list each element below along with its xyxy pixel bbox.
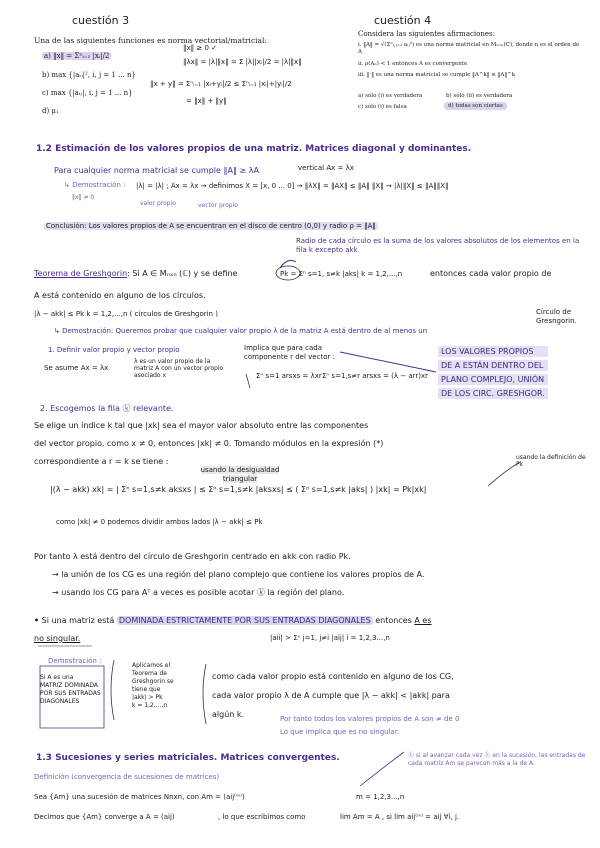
section-1-3-heading: 1.3 Sucesiones y series matriciales. Matrices convergentes.	[36, 753, 340, 763]
left-box-line-2: MATRIZ DOMINADA	[40, 682, 98, 689]
conclusion	[44, 222, 378, 230]
left-box-line-1: Si A es una	[40, 674, 74, 681]
converge-line-b: , lo que escribimos como	[218, 813, 306, 821]
q4-option-d	[444, 103, 507, 109]
gershgorin-text: : Si A ∈ Mₙₓₙ (ℂ) y se define	[127, 269, 238, 278]
radio-arrow	[280, 260, 296, 268]
summary-box-line-2: DE A ESTÁN DENTRO DEL	[438, 360, 548, 371]
q4-option-a: a) sólo (i) es verdadera	[358, 93, 423, 99]
summary-box-line-1: LOS VALORES PROPIOS	[438, 346, 548, 357]
usando-note-text: usando la desigualdad triangular	[200, 466, 280, 483]
sequence-line: Sea {Am} una sucesión de matrices Nnxn, con Am = (aij⁽ᵐ⁾)	[34, 793, 245, 801]
main-equation: |(λ − akk) xk| = | Σⁿ s=1,s≠k aksxs | ≤ Σⁿ s=1,s≠k |aksxs| ≤ ( Σⁿ s=1,s≠k |aks| ) |xk| = Pk|xk|	[50, 485, 427, 494]
aplicamos-line-1: Aplicamos el	[132, 662, 171, 669]
portanto-2: Por tanto todos los valores propios de A son ≠ de 0	[280, 715, 460, 723]
sum-2: Σⁿ s=1,s≠r arsxs = (λ − arr)xr	[322, 372, 429, 380]
dominant-condition: |aii| > Σⁿ j=1, j≠i |aij| i = 1,2,3...,n	[270, 634, 390, 642]
q4-option-d-text: d) todas son ciertas	[444, 102, 507, 110]
gershgorin-theorem-line	[34, 269, 237, 278]
aplicamos-box	[132, 662, 174, 710]
q3-note-homogeneity: ‖λx‖ = |λ|‖x‖ = Σ |λ||xᵢ|/2 = |λ|‖x‖	[183, 58, 302, 66]
q3-note-triangle: ‖x + y‖ = Σⁿᵢ₌₁ |xᵢ+yᵢ|/2 ≤ Σⁿᵢ₌₁ |xᵢ|+|yᵢ|/2	[150, 80, 292, 88]
q3-option-a	[42, 52, 111, 60]
aplicamos-line-5: |akk| > Pk	[132, 694, 163, 701]
demo-label: ↳ Demostración :	[64, 181, 126, 189]
summary-box	[438, 346, 548, 399]
q3-option-d: d) μ₁	[42, 107, 59, 115]
q3-note-positive: ‖x‖ ≥ 0 ✓	[183, 44, 218, 52]
q4-prompt: Considera las siguientes afirmaciones:	[358, 30, 495, 38]
portanto-line: Por tanto λ está dentro del círculo de Greshgorin centrado en akk con radio Pk.	[34, 552, 351, 561]
definition: Definición (convergencia de sucesiones de matrices)	[34, 773, 220, 781]
circulo-label: Círculo de Gresngorin.	[536, 308, 577, 325]
demo-text: |λ| = |λ| ; Ax = λx → definimos X = [x, 0 ... 0] → ‖λX‖ = ‖AX‖ ≤ ‖A‖ ‖X‖ → |λ|‖X‖ ≤ ‖A‖‖X‖	[136, 182, 449, 190]
implica-2: Lo que implica que es no singular.	[280, 728, 400, 736]
usando-def-note: usando la definición de Pk	[516, 454, 586, 468]
right-paragraph-line-3: algún k.	[212, 710, 245, 719]
como-line: como |xk| ≠ 0 podemos dividir ambos lados |λ − akk| ≤ Pk	[56, 518, 263, 526]
step-2-p1: Se elige un índice k tal que |xk| sea el mayor valor absoluto entre las componentes	[34, 421, 369, 430]
q4-option-c: c) sólo (i) es falsa	[358, 104, 407, 110]
usando-note	[200, 466, 280, 484]
q4-statement-i: i. ‖A‖ = √(Σⁿᵢ,ⱼ₌₁ aᵢⱼ²) es una norma matricial en Mₙₓₙ(ℂ), donde n es el orden de A	[358, 42, 580, 55]
side-note: ⓚ si al avanzar cada vez ⓚ en la sucesión, las entradas de cada matriz Am se parecen más a la de A.	[408, 752, 586, 767]
step-2-p3: correspondiente a r = k se tiene :	[34, 457, 169, 466]
demo-2: ↳ Demostración: Queremos probar que cualquier valor propio λ de la matriz A está dentro de al menos un	[54, 327, 428, 335]
gershgorin-circles: |λ − akk| ≤ Pk k = 1,2,...,n ( círculos de Greshgorin )	[34, 310, 218, 318]
section-1-2-heading: 1.2 Estimación de los valores propios de una matriz. Matrices diagonal y dominantes.	[36, 144, 472, 154]
q4-title: cuestión 4	[374, 14, 432, 27]
step-1-text: Se asume Ax = λx	[44, 364, 109, 372]
demo-3: Demostración :	[48, 657, 102, 665]
q4-option-b: b) sólo (ii) es verdadera	[446, 93, 513, 99]
vector-propio-label: vector propio	[198, 202, 238, 209]
no-singular: no singular.	[34, 634, 81, 643]
aplicamos-line-6: k = 1,2,...,n	[132, 702, 168, 709]
aplicamos-line-4: tiene que	[132, 686, 161, 693]
aplicamos-line-2: Teorema de	[132, 670, 167, 677]
right-paragraph-line-2: cada valor propio λ de A cumple que |λ − akk| < |akk| para	[212, 691, 450, 700]
bullet-norm-bound: Para cualquier norma matricial se cumple ‖A‖ ≥ λA	[54, 166, 259, 175]
summary-box-line-3: PLANO COMPLEJO, UNIÓN	[438, 374, 548, 385]
pk-formula: Pk = Σⁿ s=1, s≠k |aks| k = 1,2,...,n	[280, 270, 403, 278]
step-2-p2: del vector propio. como x ≠ 0, entonces |xk| ≠ 0. Tomando módulos en la expresión (*)	[34, 439, 384, 448]
arrow-line-1: → la unión de los CG es una región del plano complejo que contiene los valores propios de A.	[52, 570, 425, 579]
dominant-intro: Si una matriz está	[41, 616, 115, 625]
step-1-note: λ es un valor propio de la matriz A con un vector propio asociado x	[134, 358, 224, 379]
gershgorin-rest: entonces cada valor propio de	[430, 269, 552, 278]
q4-statement-iii: iii. ‖·‖ es una norma matricial se cumple ‖A^k‖ ≤ ‖A‖^k	[358, 72, 516, 78]
dominant-conclusion: A es	[414, 616, 432, 625]
brace-right	[203, 664, 206, 724]
sequence-range: m = 1,2,3...,n	[356, 793, 405, 801]
aplicamos-line-3: Greshgorin se	[132, 678, 174, 685]
valor-propio-label: valor propio	[140, 200, 176, 207]
brace-left	[246, 374, 250, 388]
conclusion-text: Conclusión: Los valores propios de A se encuentran en el disco de centro (0,0) y radio ρ = ‖A‖	[46, 222, 376, 230]
side-arrow	[360, 752, 404, 786]
step-1: 1. Definir valor propio y vector propio	[48, 346, 180, 354]
implica-note: Implica que para cada componente r del vector :	[244, 344, 335, 361]
summary-box-line-4: DE LOS CIRC. GRESHGOR.	[438, 388, 548, 399]
converge-line: Decimos que {Am} converge a A = (aij)	[34, 813, 175, 821]
left-box-line-4: DIAGONALES	[40, 698, 80, 705]
q3-title: cuestión 3	[72, 14, 130, 27]
left-box-line-3: POR SUS ENTRADAS	[40, 690, 101, 697]
dominant-line: • Si una matriz está DOMINADA ESTRICTAMENTE POR SUS ENTRADAS DIAGONALES entonces A es	[34, 616, 432, 625]
gershgorin-title: Teorema de Greshgorin	[34, 269, 128, 278]
q3-option-a-text: a) ‖x‖ = Σⁿᵢ₌₁ |xᵢ|/2	[44, 52, 110, 60]
q3-note-triangle-result: = ‖x‖ + ‖y‖	[186, 97, 227, 105]
dominant-then: entonces	[375, 616, 412, 625]
right-paragraph-line-1: como cada valor propio está contenido en alguno de los CG,	[212, 672, 454, 681]
radio-note: Radio de cada círculo es la suma de los valores absolutos de los elementos en la fila k excepto akk	[296, 237, 580, 254]
converge-limit: lim Am = A , si lim aij⁽ᵐ⁾ = aij ∀i, j.	[340, 813, 460, 821]
vertical-note: vertical Ax = λx	[298, 164, 354, 172]
q3-option-c: c) max {|aᵢⱼ|, i, j = 1 ... n}	[42, 89, 133, 97]
q3-option-b: b) max {|aᵢⱼ|², i, j = 1 ... n}	[42, 71, 136, 79]
dominant-highlight: DOMINADA ESTRICTAMENTE POR SUS ENTRADAS DIAGONALES	[118, 616, 371, 625]
gershgorin-line-2: A está contenido en alguno de los círculos.	[34, 291, 206, 300]
arrow-line-2: → usando los CG para Aᵀ a veces es posible acotar ⓚ la región del plano.	[52, 588, 345, 597]
step-2: 2. Escogemos la fila ⓚ relevante.	[40, 404, 174, 413]
q3-prompt: Una de las siguientes funciones es norma vectorial/matricial:	[34, 36, 267, 45]
demo-sub-note: ‖x‖ ≠ 0	[72, 194, 95, 201]
left-box	[40, 674, 101, 706]
sum-1: Σⁿ s=1 arsxs = λxr	[256, 372, 322, 380]
brace-mid	[111, 660, 114, 720]
q4-statement-ii: ii. ρ(Aₙ) < 1 entonces A es convergente	[358, 61, 468, 67]
